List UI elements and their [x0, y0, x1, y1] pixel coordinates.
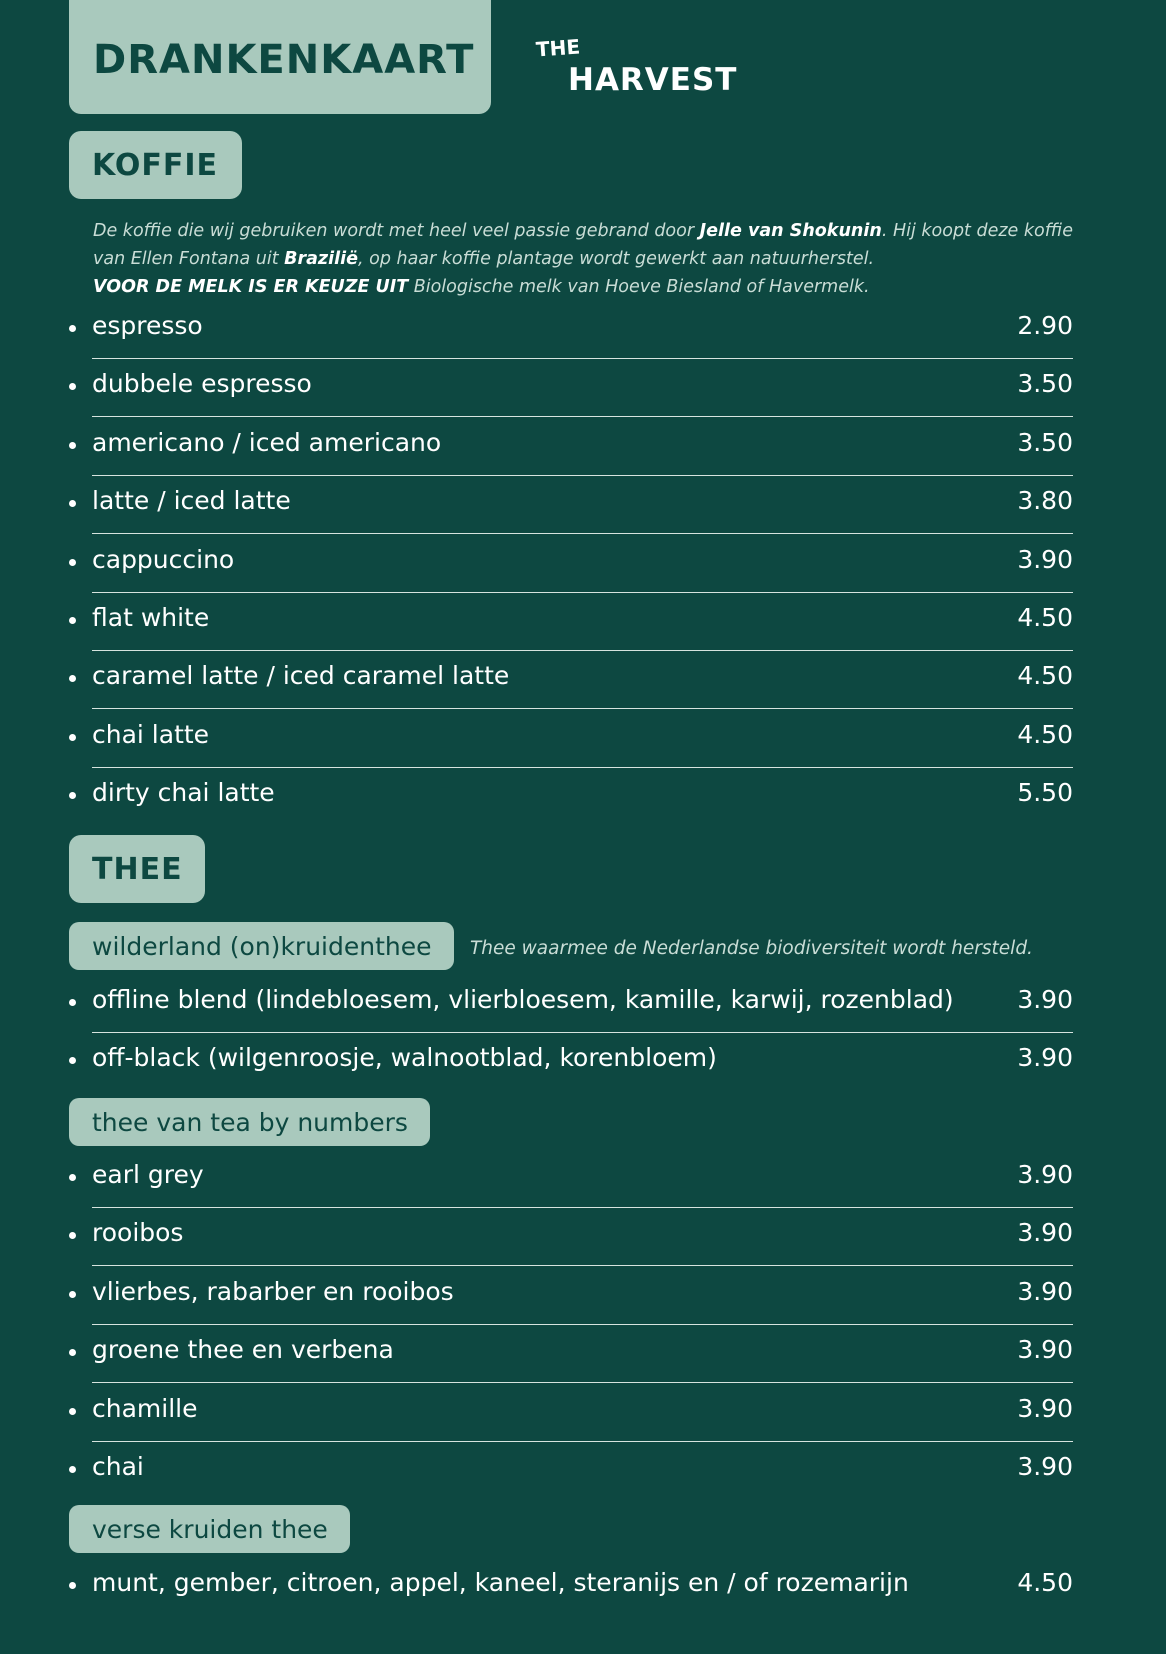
- bullet-icon: [69, 383, 76, 390]
- divider: [92, 416, 1073, 418]
- bullet-icon: [69, 999, 76, 1006]
- bullet-icon: [69, 1057, 76, 1064]
- koffie-intro: [93, 217, 1093, 301]
- intro-bold-roaster: Jelle van Shokunin: [699, 221, 882, 241]
- menu-item-name: americano / iced americano: [92, 428, 442, 457]
- bullet-icon: [69, 792, 76, 799]
- menu-item-price: 3.90: [1017, 1452, 1073, 1481]
- menu-item-name: vlierbes, rabarber en rooibos: [92, 1277, 454, 1306]
- bullet-icon: [69, 1408, 76, 1415]
- brand-logo: [536, 36, 746, 100]
- menu-item-price: 3.90: [1017, 1277, 1073, 1306]
- subheading-verse-kruiden: [69, 1505, 350, 1553]
- menu-item-price: 3.90: [1017, 1335, 1073, 1364]
- menu-item-price: 3.90: [1017, 1394, 1073, 1423]
- wilderland-note: Thee waarmee de Nederlandse biodiversiteit wordt hersteld.: [470, 938, 1033, 959]
- section-heading-koffie: [69, 131, 242, 199]
- menu-item-price: 3.90: [1017, 545, 1073, 574]
- bullet-icon: [69, 325, 76, 332]
- menu-item: [69, 768, 1073, 826]
- intro-text-2: . Hij koopt deze koffie van Ellen Fontana uit: [93, 221, 1073, 269]
- bullet-icon: [69, 1582, 76, 1589]
- subheading-tea-by-numbers: [69, 1098, 430, 1146]
- menu-item: [69, 1267, 1073, 1325]
- thee-heading: THEE: [92, 851, 183, 887]
- logo-large-text: HARVEST: [568, 62, 738, 98]
- menu-item-name: espresso: [92, 311, 203, 340]
- bullet-icon: [69, 1466, 76, 1473]
- bullet-icon: [69, 675, 76, 682]
- menu-item: [69, 1384, 1073, 1442]
- subheading-label: wilderland (on)kruidenthee: [92, 931, 432, 961]
- bullet-icon: [69, 1291, 76, 1298]
- menu-item-price: 2.90: [1017, 311, 1073, 340]
- menu-item: [69, 1442, 1073, 1500]
- divider: [92, 1265, 1073, 1267]
- bullet-icon: [69, 500, 76, 507]
- menu-item: [69, 359, 1073, 417]
- menu-item-price: 4.50: [1017, 603, 1073, 632]
- bullet-icon: [69, 559, 76, 566]
- menu-item-name: dirty chai latte: [92, 778, 275, 807]
- menu-item: [69, 593, 1073, 651]
- menu-item-price: 5.50: [1017, 778, 1073, 807]
- menu-item: [69, 1325, 1073, 1383]
- bullet-icon: [69, 442, 76, 449]
- menu-item-price: 4.50: [1017, 661, 1073, 690]
- menu-item-name: chamille: [92, 1394, 198, 1423]
- page-title-box: [69, 0, 491, 114]
- subheading-label: thee van tea by numbers: [92, 1107, 408, 1137]
- menu-item-name: cappuccino: [92, 545, 235, 574]
- menu-item: [69, 418, 1073, 476]
- menu-item-name: rooibos: [92, 1218, 184, 1247]
- koffie-heading: KOFFIE: [92, 147, 219, 183]
- menu-item: [69, 975, 1073, 1033]
- menu-item: [69, 535, 1073, 593]
- bullet-icon: [69, 1174, 76, 1181]
- page-title: DRANKENKAART: [93, 37, 475, 83]
- menu-item-price: 3.90: [1017, 1218, 1073, 1247]
- bullet-icon: [69, 1232, 76, 1239]
- menu-item-name: off-black (wilgenroosje, walnootblad, korenbloem): [92, 1043, 717, 1072]
- menu-item-name: chai latte: [92, 720, 210, 749]
- menu-item-price: 3.80: [1017, 486, 1073, 515]
- menu-item-name: offline blend (lindebloesem, vlierbloesem, kamille, karwij, rozenblad): [92, 985, 954, 1014]
- menu-item: [69, 1558, 1073, 1616]
- menu-item: [69, 301, 1073, 359]
- bullet-icon: [69, 1349, 76, 1356]
- menu-item-price: 3.90: [1017, 1160, 1073, 1189]
- divider: [92, 533, 1073, 535]
- menu-item: [69, 651, 1073, 709]
- menu-item-price: 3.90: [1017, 1043, 1073, 1072]
- menu-item: [69, 476, 1073, 534]
- menu-item-name: latte / iced latte: [92, 486, 291, 515]
- menu-item-name: munt, gember, citroen, appel, kaneel, steranijs en / of rozemarijn: [92, 1568, 909, 1597]
- menu-item-price: 3.90: [1017, 985, 1073, 1014]
- intro-text-4: Biologische melk van Hoeve Biesland of Havermelk.: [408, 277, 870, 297]
- menu-item-name: flat white: [92, 603, 210, 632]
- intro-bold-country: Brazilië: [284, 249, 358, 269]
- menu-item: [69, 710, 1073, 768]
- menu-item-name: earl grey: [92, 1160, 204, 1189]
- menu-item: [69, 1208, 1073, 1266]
- menu-item-name: caramel latte / iced caramel latte: [92, 661, 510, 690]
- menu-item: [69, 1033, 1073, 1091]
- logo-small-text: THE: [535, 34, 581, 62]
- menu-item-price: 4.50: [1017, 720, 1073, 749]
- intro-text-3: , op haar koffie plantage wordt gewerkt aan natuurherstel.: [357, 249, 875, 269]
- subheading-wilderland: [69, 922, 454, 970]
- intro-text-1: De koffie die wij gebruiken wordt met heel veel passie gebrand door: [93, 221, 700, 241]
- intro-bold-milk: VOOR DE MELK IS ER KEUZE UIT: [93, 277, 409, 297]
- menu-item-name: groene thee en verbena: [92, 1335, 394, 1364]
- section-heading-thee: [69, 835, 205, 903]
- menu-item-name: chai: [92, 1452, 144, 1481]
- divider: [92, 708, 1073, 710]
- menu-item-price: 3.50: [1017, 369, 1073, 398]
- menu-item: [69, 1150, 1073, 1208]
- menu-item-price: 3.50: [1017, 428, 1073, 457]
- menu-item-price: 4.50: [1017, 1568, 1073, 1597]
- bullet-icon: [69, 617, 76, 624]
- menu-item-name: dubbele espresso: [92, 369, 312, 398]
- bullet-icon: [69, 734, 76, 741]
- divider: [92, 1382, 1073, 1384]
- subheading-label: verse kruiden thee: [92, 1514, 328, 1544]
